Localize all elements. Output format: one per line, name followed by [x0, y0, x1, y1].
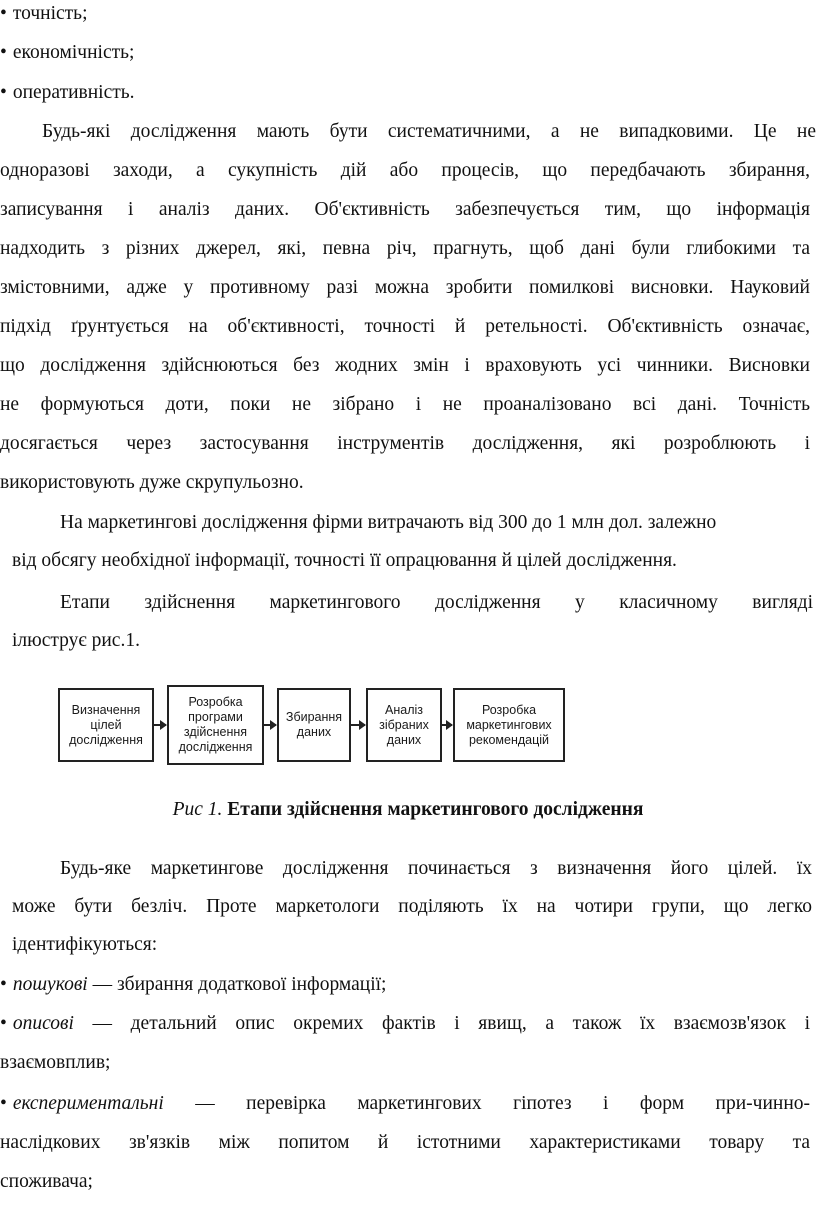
paragraph1-line: Будь-які дослідження мають бути систематичними, а не випадковими. Це не: [42, 121, 816, 142]
diagram-box-define-goals: Визначення цілей дослідження: [58, 688, 154, 762]
paragraph4-line: ідентифікуються:: [12, 934, 158, 955]
diagram-box-recommendations: Розробка маркетингових рекомендацій: [453, 688, 565, 762]
paragraph1-line: записування і аналіз даних. Об'єктивність забезпечується тим, що інформація: [0, 199, 810, 220]
paragraph1-line: надходить з різних джерел, які, певна річ, прагнуть, щоб дані були глибокими та: [0, 238, 810, 259]
bullet-item-efficiency: • оперативність.: [0, 82, 135, 103]
bullet-item-experimental: • експериментальні — перевірка маркетингових гіпотез і форм при-чинно-: [0, 1093, 810, 1114]
paragraph4-line: може бути безліч. Проте маркетологи поділяють їх на чотири групи, що легко: [12, 896, 812, 917]
bullet-item-exploratory: • пошукові — збирання додаткової інформації;: [0, 974, 387, 995]
paragraph2-line: від обсягу необхідної інформації, точності її опрацювання й цілей дослідження.: [12, 550, 677, 571]
bullet-item-experimental-cont2: споживача;: [0, 1171, 93, 1192]
process-diagram: [50, 680, 580, 770]
diagram-box-analysis: Аналіз зібраних даних: [366, 688, 442, 762]
diagram-box-collect-data: Збирання даних: [277, 688, 351, 762]
arrow-icon: [154, 724, 166, 726]
diagram-box-program: Розробка програми здійснення дослідження: [167, 685, 264, 765]
paragraph2-line: На маркетингові дослідження фірми витрачають від 300 до 1 млн дол. залежно: [60, 512, 717, 533]
bullet-item-descriptive-cont: взаємовплив;: [0, 1052, 111, 1073]
paragraph1-line: одноразові заходи, а сукупність дій або процесів, що передбачають збирання,: [0, 160, 810, 181]
paragraph3-line: Етапи здійснення маркетингового дослідження у класичному вигляді: [60, 592, 813, 613]
paragraph1-line: не формуються доти, поки не зібрано і не проаналізовано всі дані. Точність: [0, 394, 810, 415]
arrow-icon: [264, 724, 276, 726]
bullet-item-descriptive: • описові — детальний опис окремих фактів і явищ, а також їх взаємозв'язок і: [0, 1013, 810, 1034]
paragraph1-line: що дослідження здійснюються без жодних змін і враховують усі чинники. Висновки: [0, 355, 810, 376]
paragraph1-line: використовують дуже скрупульозно.: [0, 472, 304, 493]
paragraph1-line: змістовними, адже у противному разі можна зробити помилкові висновки. Науковий: [0, 277, 810, 298]
paragraph4-line: Будь-яке маркетингове дослідження починається з визначення його цілей. їх: [60, 858, 812, 879]
paragraph1-line: підхід ґрунтується на об'єктивності, точності й ретельності. Об'єктивність означає,: [0, 316, 810, 337]
paragraph1-line: досягається через застосування інструментів дослідження, які розроблюють і: [0, 433, 810, 454]
arrow-icon: [351, 724, 365, 726]
bullet-item-experimental-cont: наслідкових зв'язків між попитом й істотними характеристиками товару та: [0, 1132, 810, 1153]
bullet-item-economy: • економічність;: [0, 42, 135, 63]
figure-caption: Рис 1. Етапи здійснення маркетингового дослідження: [172, 799, 644, 820]
paragraph3-line: ілюструє рис.1.: [12, 630, 140, 651]
bullet-item-accuracy: • точність;: [0, 3, 88, 24]
arrow-icon: [442, 724, 452, 726]
